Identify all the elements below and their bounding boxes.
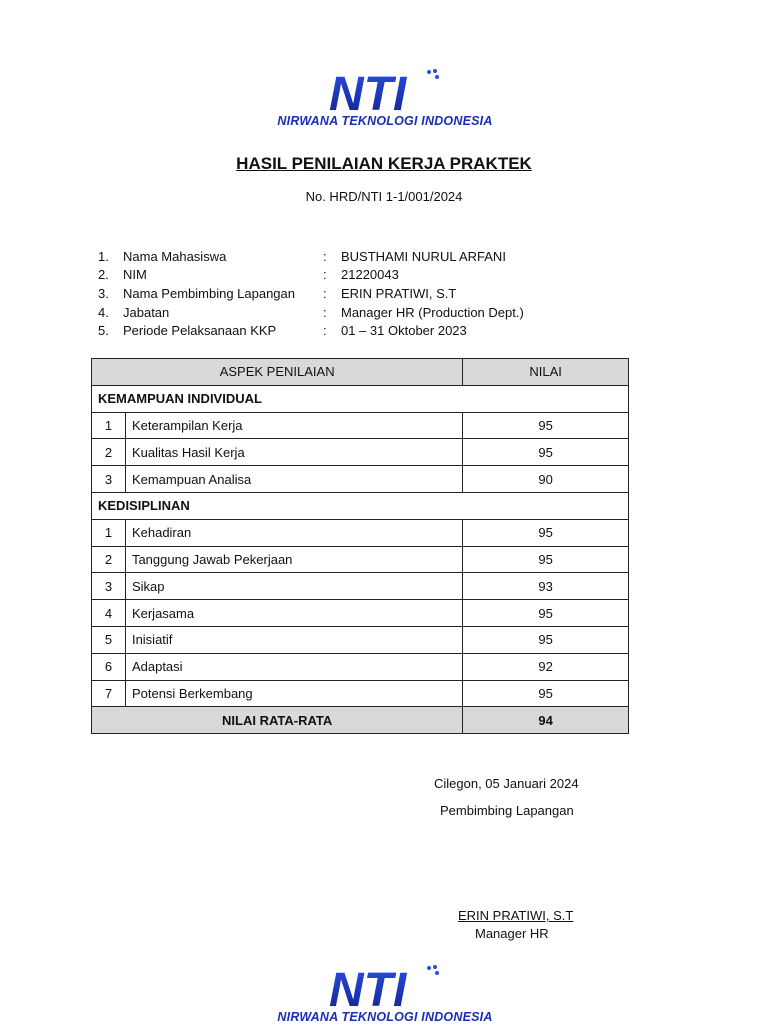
info-label: Periode Pelaksanaan KKP [123,323,277,339]
info-row [98,321,524,340]
row-value: 90 [463,466,629,493]
info-row [98,247,524,266]
row-value: 92 [463,653,629,680]
row-aspect: Potensi Berkembang [125,680,462,707]
table-row [92,412,629,439]
row-number: 1 [92,519,126,546]
signer-name: ERIN PRATIWI, S.T [458,908,574,923]
table-row [92,546,629,573]
table-row [92,680,629,707]
info-number: 4. [98,304,109,320]
logo-mark-text: NTI [329,68,407,116]
row-value: 95 [463,546,629,573]
row-number: 2 [92,546,126,573]
info-colon: : [323,248,327,264]
row-number: 6 [92,653,126,680]
student-info [98,247,524,340]
table-row [92,573,629,600]
info-colon: : [323,304,327,320]
row-number: 3 [92,466,126,493]
info-value: ERIN PRATIWI, S.T [341,285,457,301]
info-colon: : [323,267,327,283]
row-aspect: Kemampuan Analisa [125,466,462,493]
row-aspect: Tanggung Jawab Pekerjaan [125,546,462,573]
company-logo-footer [250,962,520,1032]
row-aspect: Kerjasama [125,600,462,627]
document-number: No. HRD/NTI 1-1/001/2024 [305,189,463,204]
info-value: 21220043 [341,267,399,283]
info-colon: : [323,323,327,339]
average-label: NILAI RATA-RATA [92,707,463,734]
row-aspect: Keterampilan Kerja [125,412,462,439]
info-label: NIM [123,267,147,283]
row-value: 95 [463,626,629,653]
header-aspect: ASPEK PENILAIAN [92,359,463,386]
row-aspect: Kualitas Hasil Kerja [125,439,462,466]
info-value: BUSTHAMI NURUL ARFANI [341,248,506,264]
row-value: 95 [463,680,629,707]
logo-company-name: NIRWANA TEKNOLOGI INDONESIA [277,114,493,128]
info-value: Manager HR (Production Dept.) [341,304,524,320]
table-row [92,466,629,493]
place-date: Cilegon, 05 Januari 2024 [434,776,579,791]
row-number: 3 [92,573,126,600]
logo-mark-text: NTI [329,964,407,1012]
table-row [92,653,629,680]
row-value: 95 [463,519,629,546]
row-aspect: Adaptasi [125,653,462,680]
info-number: 3. [98,285,109,301]
section-row [92,385,629,412]
row-aspect: Sikap [125,573,462,600]
info-number: 5. [98,323,109,339]
grades-table [91,358,629,734]
company-logo [250,66,520,136]
info-label: Nama Pembimbing Lapangan [123,285,295,301]
row-value: 93 [463,573,629,600]
average-row [92,707,629,734]
row-number: 1 [92,412,126,439]
info-label: Jabatan [123,304,170,320]
info-row [98,284,524,303]
nti-logo-mark-icon [325,962,445,1012]
row-number: 4 [92,600,126,627]
info-row [98,303,524,322]
row-number: 5 [92,626,126,653]
row-number: 2 [92,439,126,466]
row-aspect: Inisiatif [125,626,462,653]
table-row [92,626,629,653]
table-row [92,439,629,466]
row-number: 7 [92,680,126,707]
average-value: 94 [463,707,629,734]
section-row [92,492,629,519]
info-number: 1. [98,248,109,264]
nti-logo-mark-icon [325,66,445,116]
row-value: 95 [463,439,629,466]
info-colon: : [323,285,327,301]
logo-company-name: NIRWANA TEKNOLOGI INDONESIA [277,1010,493,1024]
info-label: Nama Mahasiswa [123,248,227,264]
row-aspect: Kehadiran [125,519,462,546]
row-value: 95 [463,600,629,627]
table-row [92,600,629,627]
section-title-discipline: KEDISIPLINAN [92,492,629,519]
info-number: 2. [98,267,109,283]
table-header-row [92,359,629,386]
section-title-individual: KEMAMPUAN INDIVIDUAL [92,385,629,412]
document-title: HASIL PENILAIAN KERJA PRAKTEK [236,154,532,173]
row-value: 95 [463,412,629,439]
info-row [98,266,524,285]
signer-role: Pembimbing Lapangan [440,803,574,818]
table-row [92,519,629,546]
signer-title: Manager HR [475,926,549,941]
header-value: NILAI [463,359,629,386]
info-value: 01 – 31 Oktober 2023 [341,323,467,339]
